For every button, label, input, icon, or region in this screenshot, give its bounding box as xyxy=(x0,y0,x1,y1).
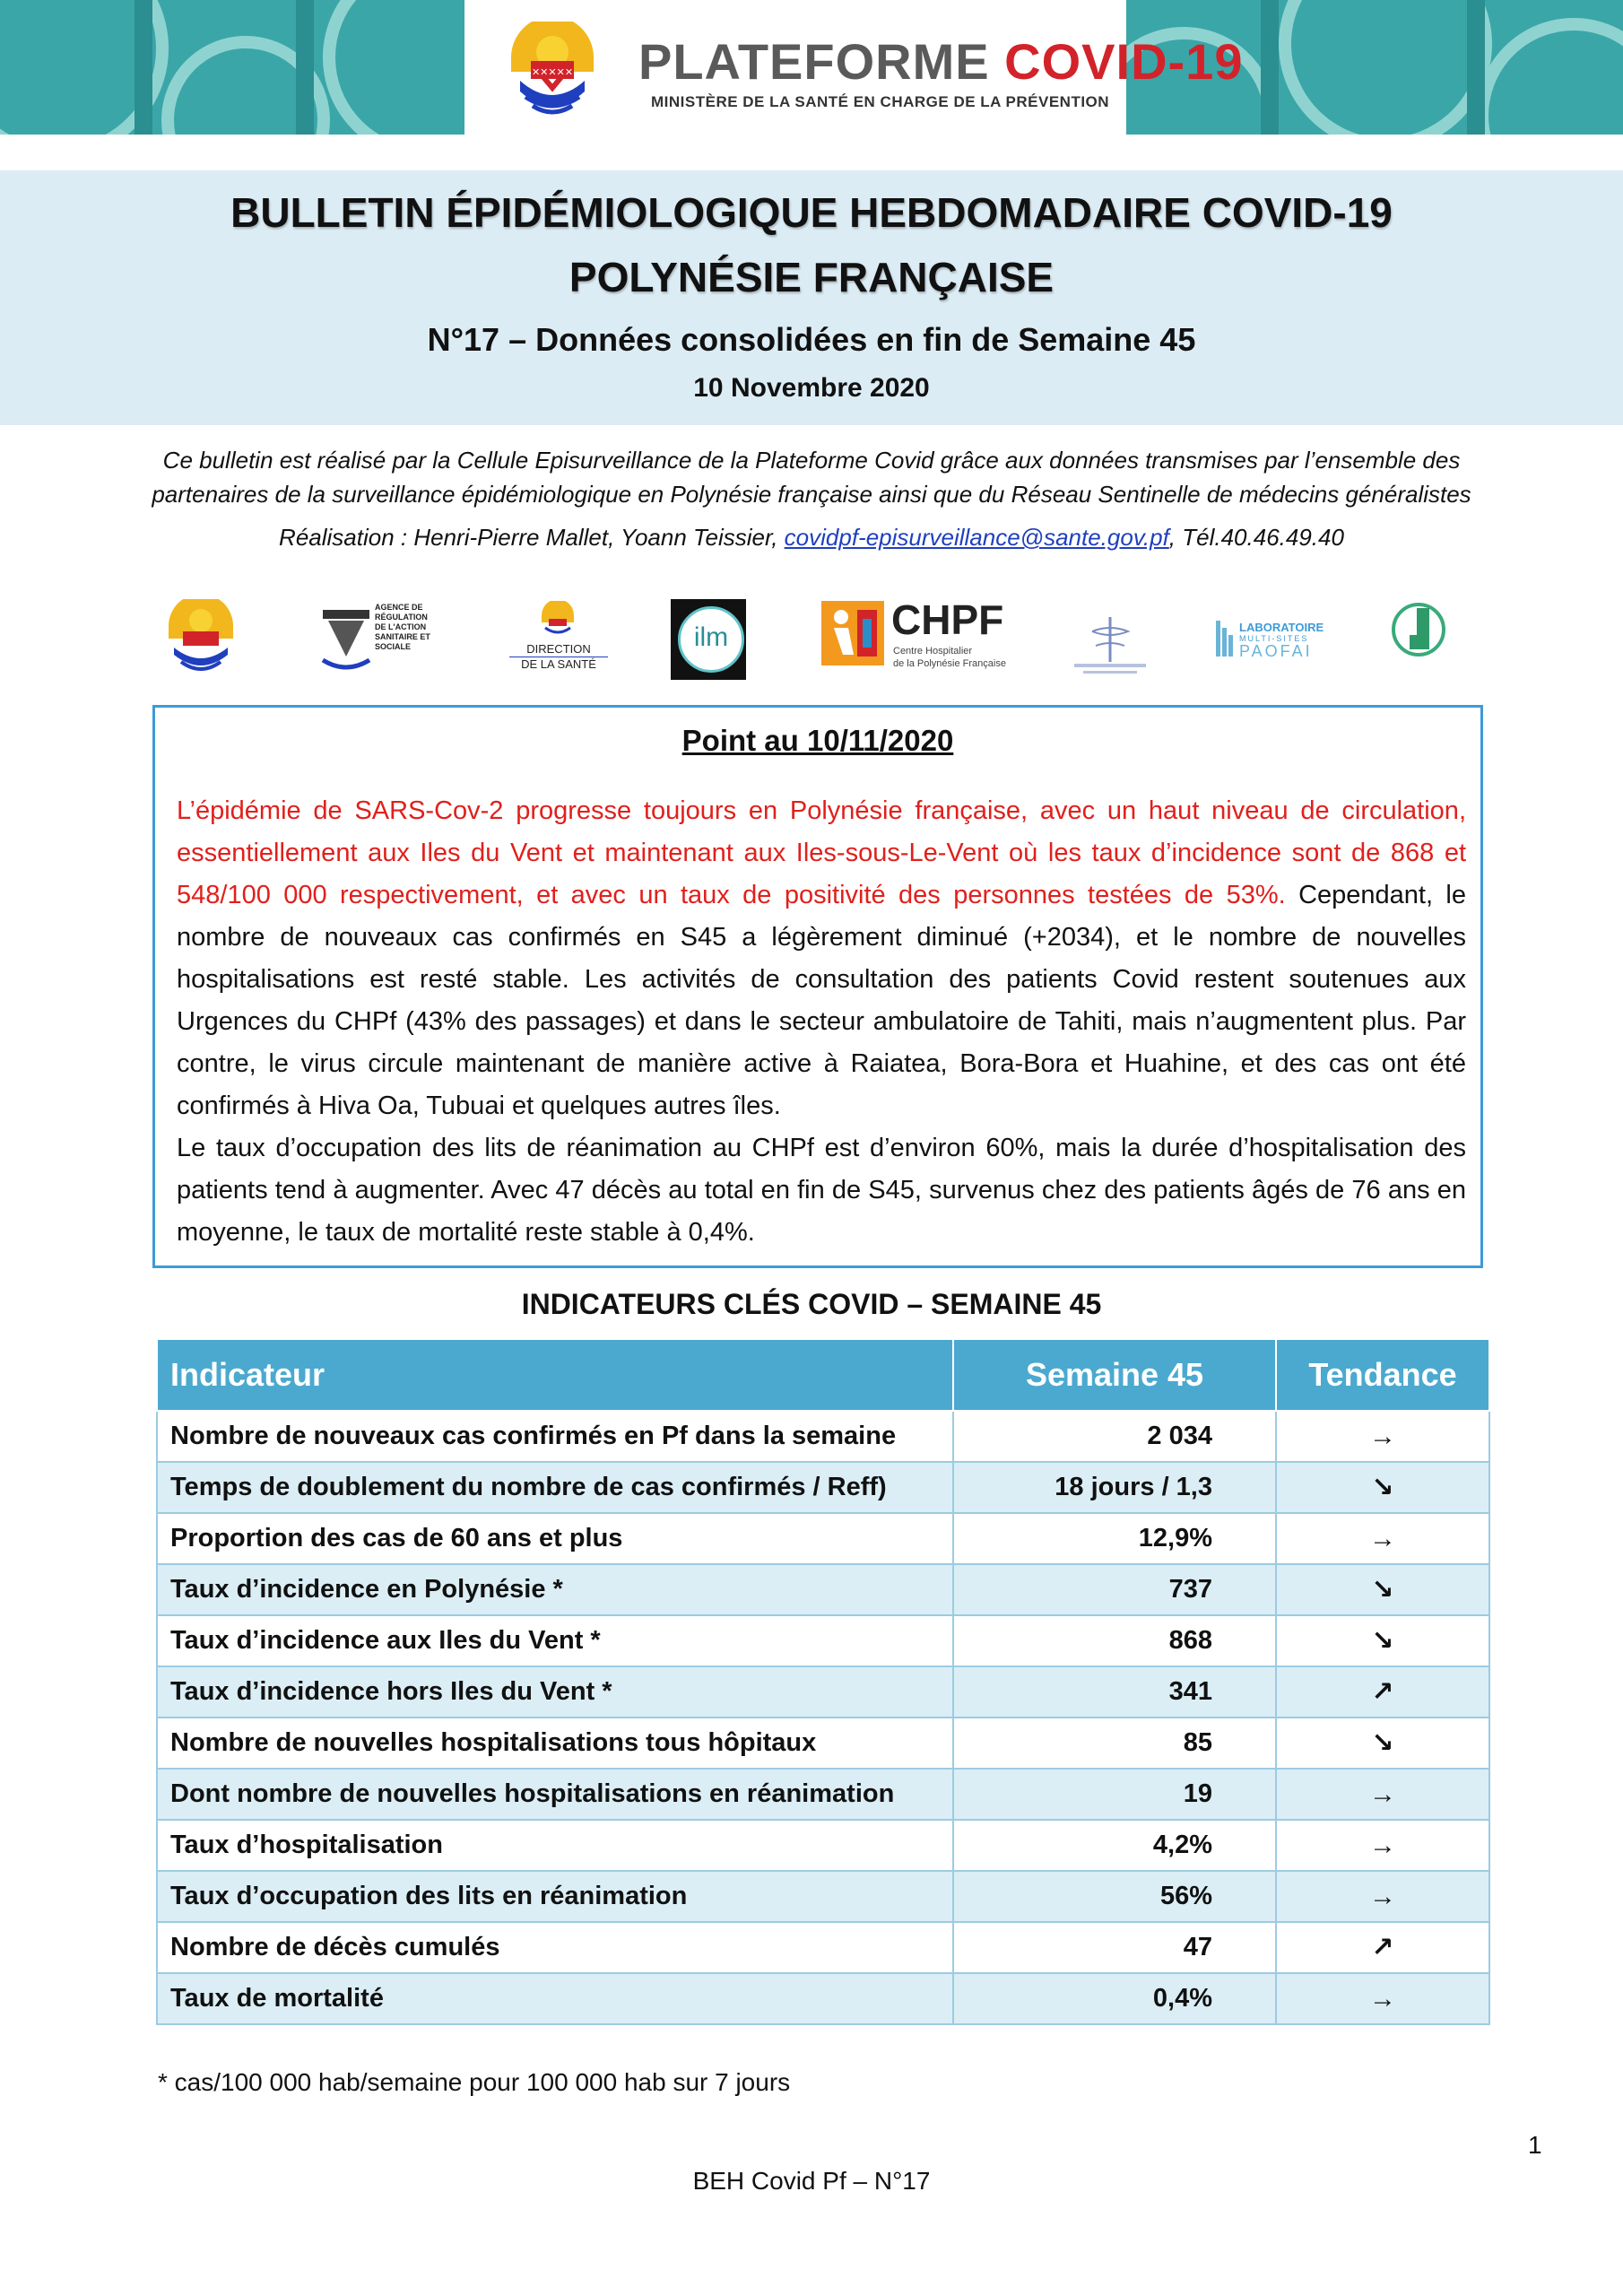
situation-point-box xyxy=(152,705,1483,1268)
bulletin-issue: N°17 – Données consolidées en fin de Semaine 45 xyxy=(427,321,1196,358)
table-row xyxy=(157,1871,1489,1922)
svg-text:✕✕✕✕✕: ✕✕✕✕✕ xyxy=(531,66,574,78)
row-value: 4,2% xyxy=(953,1820,1276,1871)
row-label: Taux d’incidence hors Iles du Vent * xyxy=(157,1666,953,1718)
direction-sante-logo xyxy=(509,599,608,680)
trend-arrow-icon: ↘ xyxy=(1276,1462,1489,1513)
bulletin-date: 10 Novembre 2020 xyxy=(693,373,930,403)
chpf-emblem-icon xyxy=(821,601,884,665)
decorative-pattern-left xyxy=(0,0,464,135)
page-footer: BEH Covid Pf – N°17 xyxy=(692,2167,931,2195)
partner-logos xyxy=(152,596,1471,689)
brand-subtitle: MINISTÈRE DE LA SANTÉ EN CHARGE DE LA PRÉVENTION xyxy=(651,93,1110,110)
point-title: Point au 10/11/2020 xyxy=(681,724,954,757)
kpi-section-title: INDICATEURS CLÉS COVID – SEMAINE 45 xyxy=(521,1288,1102,1320)
row-value: 47 xyxy=(953,1922,1276,1973)
chpf-sub2: de la Polynésie Française xyxy=(893,658,1006,669)
row-value: 0,4% xyxy=(953,1973,1276,2024)
polynesia-emblem-icon xyxy=(502,22,603,122)
chpf-text: CHPF xyxy=(891,596,1004,643)
header-indicateur: Indicateur xyxy=(157,1339,953,1411)
row-label: Taux d’occupation des lits en réanimation xyxy=(157,1871,953,1922)
point-paragraph-1 xyxy=(177,790,1466,1127)
page-number: 1 xyxy=(1528,2131,1542,2159)
bulletin-region: POLYNÉSIE FRANÇAISE xyxy=(568,254,1055,300)
labo-line3: PAOFAI xyxy=(1239,642,1313,660)
row-value: 2 034 xyxy=(953,1411,1276,1462)
table-row xyxy=(157,1718,1489,1769)
footnote: * cas/100 000 hab/semaine pour 100 000 hab sur 7 jours xyxy=(158,2068,791,2096)
trend-arrow-icon: ↗ xyxy=(1276,1666,1489,1718)
ilm-logo xyxy=(671,599,746,680)
point-text-2: Le taux d’occupation des lits de réanimation au CHPf est d’environ 60%, mais la durée d’hospitalisation des patients tend à augmenter. Avec 47 décès au total en fin de S45, survenus chez des patients âgés de 76 ans en moyenne, le taux de mortalité reste stable à 0,4%. xyxy=(177,1134,1466,1247)
arass-emblem-icon xyxy=(319,603,373,674)
medical-order-logo-icon xyxy=(1065,599,1155,680)
point-text-1: Cependant, le nombre de nouveaux cas confirmés en S45 a légèrement diminué (+2034), et le nombre de nouvelles hospitalisations est resté stable. Les activités de consultation des patients Covid restent soutenues aux Urgences du CHPf (43% des passages) et dans le secteur ambulatoire de Tahiti, mais n’augmentent plus. Par contre, le virus circule maintenant de manière active à Raiatea, Bora-Bora et Huahine, et des cas ont été confirmés à Hiva Oa, Tubuai et quelques autres îles. xyxy=(177,881,1466,1120)
header-tendance: Tendance xyxy=(1276,1339,1489,1411)
chpf-sub1: Centre Hospitalier xyxy=(893,646,973,657)
direction-emblem-icon xyxy=(540,601,576,637)
kpi-table xyxy=(156,1338,1490,2025)
table-row xyxy=(157,1973,1489,2024)
laboratoire-paofai-logo xyxy=(1216,599,1332,680)
row-value: 85 xyxy=(953,1718,1276,1769)
row-value: 868 xyxy=(953,1615,1276,1666)
trend-arrow-icon: ↘ xyxy=(1276,1718,1489,1769)
point-alert-text: L’épidémie de SARS-Cov-2 progresse toujours en Polynésie française, avec un haut niveau de circulation, essentiellement aux Iles du Vent et maintenant aux Iles-sous-Le-Vent où les taux d’incidence sont de 868 et 548/100 000 respectivement, et avec un taux de positivité des personnes testées de 53%. xyxy=(177,796,1466,909)
table-row xyxy=(157,1513,1489,1564)
trend-arrow-icon: → xyxy=(1276,1871,1489,1922)
table-row xyxy=(157,1769,1489,1820)
table-row xyxy=(157,1462,1489,1513)
table-row xyxy=(157,1666,1489,1718)
table-row xyxy=(157,1615,1489,1666)
trend-arrow-icon: ↘ xyxy=(1276,1564,1489,1615)
direction-line2: DE LA SANTÉ xyxy=(509,657,608,671)
row-value: 18 jours / 1,3 xyxy=(953,1462,1276,1513)
table-row xyxy=(157,1411,1489,1462)
direction-line1: DIRECTION xyxy=(526,642,591,656)
title-box xyxy=(0,170,1623,425)
labo-line2: MULTI-SITES xyxy=(1239,634,1309,643)
point-body xyxy=(177,790,1466,1254)
trend-arrow-icon: → xyxy=(1276,1513,1489,1564)
row-label: Taux d’hospitalisation xyxy=(157,1820,953,1871)
row-label: Temps de doublement du nombre de cas confirmés / Reff) xyxy=(157,1462,953,1513)
row-label: Proportion des cas de 60 ans et plus xyxy=(157,1513,953,1564)
labo-line1: LABORATOIRE xyxy=(1239,621,1324,634)
row-value: 56% xyxy=(953,1871,1276,1922)
row-label: Taux d’incidence aux Iles du Vent * xyxy=(157,1615,953,1666)
arass-logo xyxy=(319,599,436,680)
row-label: Taux d’incidence en Polynésie * xyxy=(157,1564,953,1615)
table-row xyxy=(157,1564,1489,1615)
trend-arrow-icon: → xyxy=(1276,1411,1489,1462)
credits-line xyxy=(0,524,1623,552)
trend-arrow-icon: ↘ xyxy=(1276,1615,1489,1666)
trend-arrow-icon: ↗ xyxy=(1276,1922,1489,1973)
row-label: Nombre de nouvelles hospitalisations tous hôpitaux xyxy=(157,1718,953,1769)
row-value: 341 xyxy=(953,1666,1276,1718)
trend-arrow-icon: → xyxy=(1276,1769,1489,1820)
email-link[interactable]: covidpf-episurveillance@sante.gov.pf xyxy=(784,524,1169,551)
lab-bars-icon xyxy=(1216,621,1234,657)
row-value: 19 xyxy=(953,1769,1276,1820)
arass-text: AGENCE DE RÉGULATION DE L'ACTION SANITAIRE ET SOCIALE xyxy=(375,603,430,651)
credits-suffix: , Tél.40.46.49.40 xyxy=(1168,524,1344,551)
table-header-row xyxy=(157,1339,1489,1411)
row-label: Taux de mortalité xyxy=(157,1973,953,2024)
intro-text: Ce bulletin est réalisé par la Cellule Episurveillance de la Plateforme Covid grâce aux données transmises par l’ensemble des partenaires de la surveillance épidémiologique en Polynésie française ainsi que du Réseau Sentinelle de médecins généralistes xyxy=(152,447,1471,508)
header-semaine: Semaine 45 xyxy=(953,1339,1276,1411)
row-label: Nombre de nouveaux cas confirmés en Pf dans la semaine xyxy=(157,1411,953,1462)
table-row xyxy=(157,1922,1489,1973)
brand-block xyxy=(502,16,1244,124)
brand-title-part1: PLATEFORME xyxy=(638,33,1005,90)
partner-green-logo-icon xyxy=(1392,599,1445,680)
credits-prefix: Réalisation : Henri-Pierre Mallet, Yoann Teissier, xyxy=(279,524,785,551)
ilm-text: ilm xyxy=(678,606,744,673)
table-row xyxy=(157,1820,1489,1871)
row-value: 737 xyxy=(953,1564,1276,1615)
trend-arrow-icon: → xyxy=(1276,1973,1489,2024)
brand-title-part2: COVID-19 xyxy=(1004,33,1244,90)
header-banner xyxy=(0,0,1623,136)
row-value: 12,9% xyxy=(953,1513,1276,1564)
trend-arrow-icon: → xyxy=(1276,1820,1489,1871)
row-label: Dont nombre de nouvelles hospitalisations en réanimation xyxy=(157,1769,953,1820)
chpf-logo xyxy=(821,596,1019,680)
brand-title xyxy=(638,32,1243,91)
polynesia-emblem-small-icon xyxy=(163,599,239,680)
row-label: Nombre de décès cumulés xyxy=(157,1922,953,1973)
bulletin-title: BULLETIN ÉPIDÉMIOLOGIQUE HEBDOMADAIRE COVID-19 xyxy=(230,189,1393,236)
